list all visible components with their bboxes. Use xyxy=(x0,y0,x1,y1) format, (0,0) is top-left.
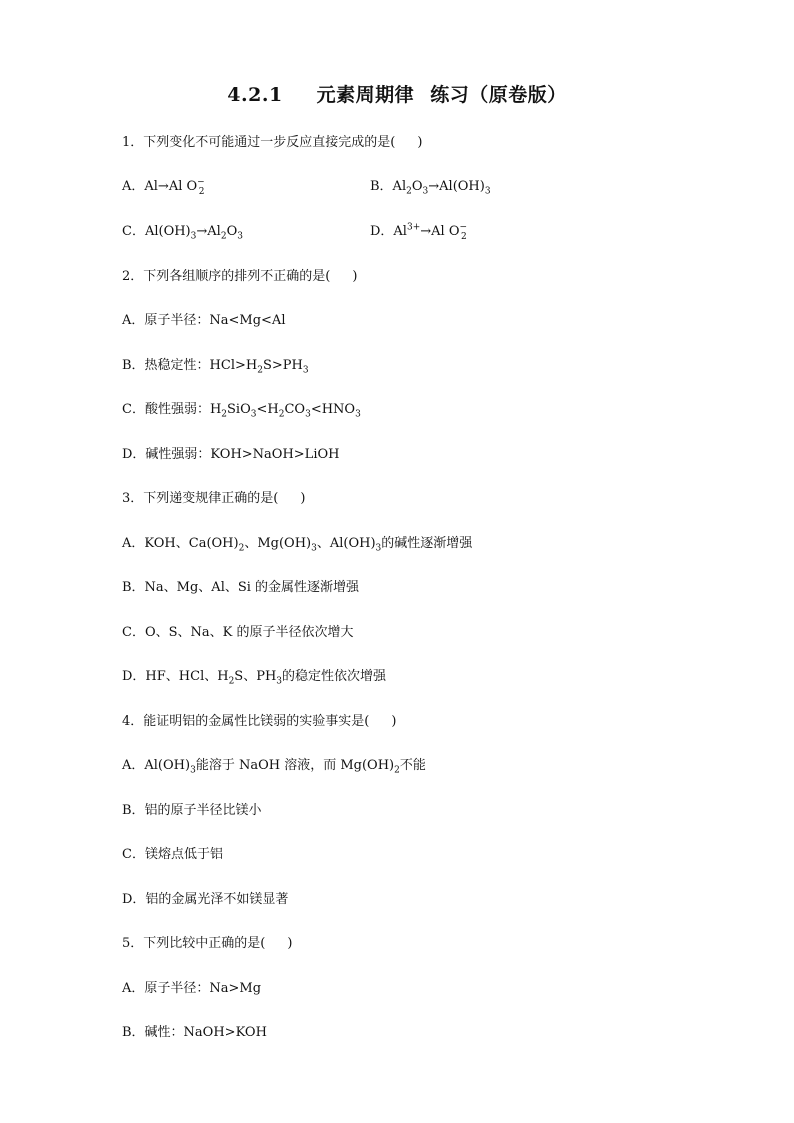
q2-option-a: A．原子半径：Na<Mg<Al xyxy=(122,313,286,328)
q1-option-c: C．$Al(OH)_3\to Al_2O_3$ xyxy=(122,224,243,242)
q2-option-b: B．热稳定性：$HCl>H_2S>PH_3$ xyxy=(122,358,309,376)
title-number: 4.2.1 xyxy=(227,84,283,106)
q1-option-a: A．Al→Al $O^-_2$ xyxy=(122,177,205,197)
q2-option-d: D．碱性强弱：KOH>NaOH>LiOH xyxy=(122,447,340,462)
q3-option-c: C．O、S、Na、K 的原子半径依次增大 xyxy=(122,625,354,640)
q4-option-b: B．铝的原子半径比镁小 xyxy=(122,803,262,818)
title-subtitle: 练习（原卷版） xyxy=(430,84,567,106)
question-3-stem: 3．下列递变规律正确的是( ) xyxy=(122,491,306,506)
page-title xyxy=(0,80,794,107)
q4-option-a: A．$Al(OH)_3$能溶于 NaOH 溶液，而 $Mg(OH)_2$不能 xyxy=(122,758,426,776)
question-4-stem: 4．能证明铝的金属性比镁弱的实验事实是( ) xyxy=(122,714,397,729)
q5-option-a: A．原子半径：Na>Mg xyxy=(122,981,262,996)
question-1-stem: 1．下列变化不可能通过一步反应直接完成的是( ) xyxy=(122,135,423,150)
q3-option-b: B．Na、Mg、Al、Si 的金属性逐渐增强 xyxy=(122,580,360,595)
q1-option-b: B．$Al_2O_3\to Al(OH)_3$ xyxy=(370,179,491,197)
q3-option-d: D．HF、HCl、$H_2S$、$PH_3$的稳定性依次增强 xyxy=(122,669,387,687)
question-5-stem: 5．下列比较中正确的是( ) xyxy=(122,936,293,951)
q5-option-b: B．碱性：NaOH>KOH xyxy=(122,1025,267,1040)
q1-option-d: D．$Al^{3+}\to Al$ $O^-_2$ xyxy=(370,222,468,242)
question-2-stem: 2．下列各组顺序的排列不正确的是( ) xyxy=(122,269,358,284)
q4-option-c: C．镁熔点低于铝 xyxy=(122,847,223,862)
q4-option-d: D．铝的金属光泽不如镁显著 xyxy=(122,892,289,907)
q2-option-c: C．酸性强弱：$H_2SiO_3<H_2CO_3<HNO_3$ xyxy=(122,402,361,420)
title-topic: 元素周期律 xyxy=(316,84,415,106)
q3-option-a: A．KOH、$Ca(OH)_2$、$Mg(OH)_3$、$Al(OH)_3$的碱性逐渐增强 xyxy=(122,536,473,554)
